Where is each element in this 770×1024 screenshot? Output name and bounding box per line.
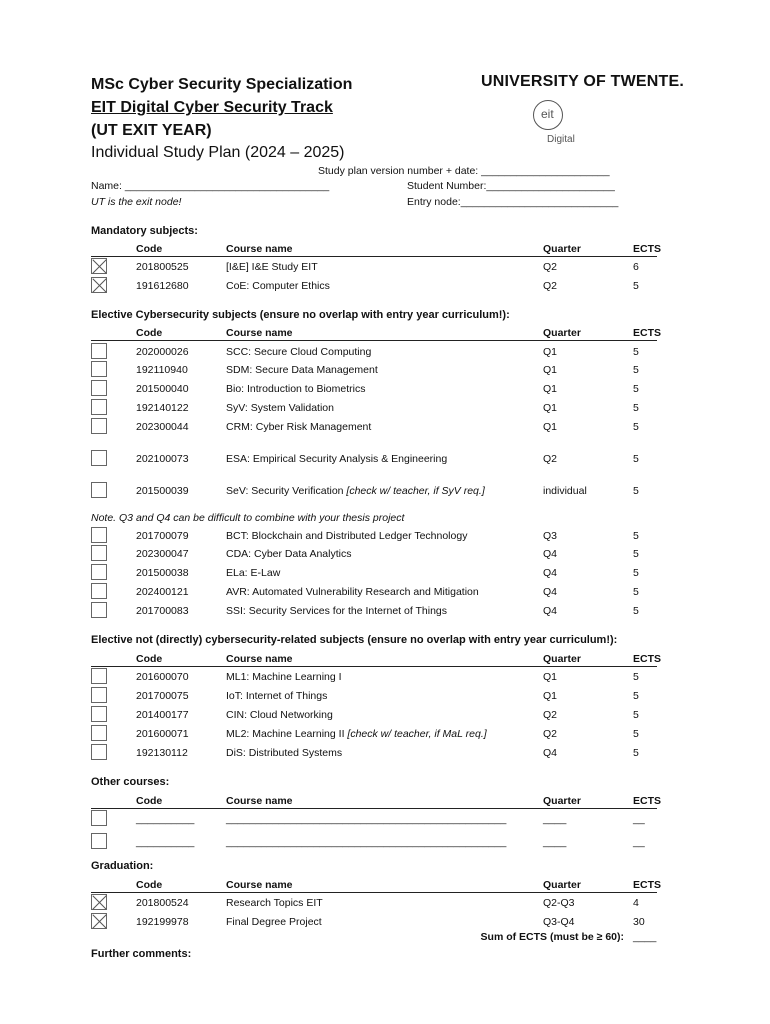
course-name-text: SDM: Secure Data Management — [226, 364, 378, 376]
course-checkbox[interactable] — [91, 687, 107, 703]
course-name — [226, 605, 447, 617]
course-checkbox[interactable] — [91, 527, 107, 543]
title-exit-year: (UT EXIT YEAR) — [91, 122, 212, 139]
course-name — [226, 690, 327, 702]
course-code: __________ — [136, 813, 195, 825]
eit-digital-label: Digital — [547, 134, 575, 145]
course-ects: 30 — [633, 916, 645, 928]
course-code: 201600070 — [136, 671, 189, 683]
course-name-text: ML2: Machine Learning II — [226, 728, 348, 740]
course-code: __________ — [136, 836, 195, 848]
col-header-course: Course name — [226, 795, 293, 807]
course-quarter: Q4 — [543, 605, 558, 617]
section-title-elective-other: Elective not (directly) cybersecurity-related subjects (ensure no overlap with entry year curriculum!): — [91, 634, 618, 646]
course-name-text: SyV: System Validation — [226, 402, 334, 414]
course-name-text: CIN: Cloud Networking — [226, 709, 333, 721]
course-checkbox[interactable] — [91, 277, 107, 293]
col-header-ects: ECTS — [633, 327, 662, 339]
col-header-code: Code — [136, 653, 163, 665]
col-header-code: Code — [136, 327, 163, 339]
course-ects: 5 — [633, 548, 639, 560]
course-name — [226, 402, 334, 414]
course-name — [226, 453, 447, 465]
course-name-text: [I&E] I&E Study EIT — [226, 261, 318, 273]
course-name-text: SeV: Security Verification — [226, 485, 347, 497]
course-checkbox[interactable] — [91, 602, 107, 618]
course-checkbox[interactable] — [91, 545, 107, 561]
course-quarter: individual — [543, 485, 587, 497]
course-name — [226, 280, 330, 292]
course-code: 201500038 — [136, 567, 189, 579]
entry-node-field[interactable]: Entry node:___________________________ — [407, 196, 619, 208]
course-code: 201400177 — [136, 709, 189, 721]
version-field[interactable]: Study plan version number + date: ______________________ — [318, 165, 610, 177]
course-quarter: Q1 — [543, 402, 558, 414]
course-ects: 5 — [633, 747, 639, 759]
title-specialization: MSc Cyber Security Specialization — [91, 76, 353, 93]
course-quarter: Q1 — [543, 690, 558, 702]
course-checkbox[interactable] — [91, 913, 107, 929]
course-quarter: Q4 — [543, 548, 558, 560]
course-name-text: Final Degree Project — [226, 916, 322, 928]
course-checkbox[interactable] — [91, 361, 107, 377]
course-ects: 5 — [633, 690, 639, 702]
course-name — [226, 897, 323, 909]
course-name-text: SSI: Security Services for the Internet of Things — [226, 605, 447, 617]
course-ects: 5 — [633, 671, 639, 683]
col-header-course: Course name — [226, 327, 293, 339]
course-name-text: Bio: Introduction to Biometrics — [226, 383, 366, 395]
course-checkbox[interactable] — [91, 744, 107, 760]
course-checkbox[interactable] — [91, 564, 107, 580]
course-quarter: Q2 — [543, 453, 558, 465]
course-name — [226, 586, 479, 598]
course-name — [226, 709, 333, 721]
header-divider — [91, 892, 657, 893]
course-quarter: Q2 — [543, 709, 558, 721]
col-header-quarter: Quarter — [543, 879, 581, 891]
course-name-text: Research Topics EIT — [226, 897, 323, 909]
course-name-text: CoE: Computer Ethics — [226, 280, 330, 292]
course-name — [226, 261, 318, 273]
course-ects: __ — [633, 836, 645, 848]
course-quarter: Q1 — [543, 421, 558, 433]
course-checkbox[interactable] — [91, 258, 107, 274]
course-code: 202100073 — [136, 453, 189, 465]
course-name — [226, 346, 371, 358]
course-quarter: Q4 — [543, 586, 558, 598]
course-ects: 5 — [633, 402, 639, 414]
course-code: 202400121 — [136, 586, 189, 598]
course-quarter: Q3 — [543, 530, 558, 542]
course-name-text: BCT: Blockchain and Distributed Ledger Technology — [226, 530, 468, 542]
header-divider — [91, 340, 657, 341]
col-header-code: Code — [136, 795, 163, 807]
title-track: EIT Digital Cyber Security Track — [91, 99, 333, 116]
course-quarter: Q1 — [543, 671, 558, 683]
course-code: 202300047 — [136, 548, 189, 560]
course-code: 192110940 — [136, 364, 188, 376]
col-header-course: Course name — [226, 879, 293, 891]
course-code: 191612680 — [136, 280, 189, 292]
course-name-text: DiS: Distributed Systems — [226, 747, 343, 759]
eit-logo-label: eit — [541, 107, 554, 121]
further-comments-label: Further comments: — [91, 948, 192, 960]
course-name — [226, 813, 506, 825]
header-divider — [91, 666, 657, 667]
course-checkbox[interactable] — [91, 418, 107, 434]
course-ects: 5 — [633, 728, 639, 740]
header-divider — [91, 256, 657, 257]
col-header-course: Course name — [226, 653, 293, 665]
course-name — [226, 530, 467, 542]
col-header-quarter: Quarter — [543, 327, 581, 339]
course-code: 201500039 — [136, 485, 189, 497]
course-checkbox[interactable] — [91, 583, 107, 599]
course-name — [226, 747, 342, 759]
course-name-text: CRM: Cyber Risk Management — [226, 421, 372, 433]
course-quarter: Q4 — [543, 747, 558, 759]
course-ects: 5 — [633, 485, 639, 497]
course-ects: 6 — [633, 261, 639, 273]
col-header-course: Course name — [226, 243, 293, 255]
course-checkbox[interactable] — [91, 833, 107, 849]
course-name — [226, 671, 342, 683]
course-checkbox[interactable] — [91, 343, 107, 359]
col-header-code: Code — [136, 243, 163, 255]
course-checkbox[interactable] — [91, 810, 107, 826]
course-code: 192199978 — [136, 916, 189, 928]
course-quarter: Q1 — [543, 383, 558, 395]
course-name — [226, 836, 506, 848]
header-divider — [91, 808, 657, 809]
course-name — [226, 383, 365, 395]
course-name-note: [check w/ teacher, if SyV req.] — [346, 485, 485, 497]
course-name-text: ELa: E-Law — [226, 567, 281, 579]
section-title-mandatory: Mandatory subjects: — [91, 225, 198, 237]
section-title-other: Other courses: — [91, 776, 170, 788]
course-checkbox[interactable] — [91, 482, 107, 498]
course-checkbox[interactable] — [91, 725, 107, 741]
course-ects: 5 — [633, 280, 639, 292]
thesis-note: Note. Q3 and Q4 can be difficult to combine with your thesis project — [91, 512, 405, 524]
course-ects: 5 — [633, 605, 639, 617]
course-name — [226, 916, 322, 928]
course-name-text: ________________________________________________ — [226, 836, 507, 848]
course-ects: 5 — [633, 453, 639, 465]
course-checkbox[interactable] — [91, 706, 107, 722]
course-code: 201800525 — [136, 261, 189, 273]
sum-ects-value[interactable]: ____ — [633, 931, 657, 943]
course-ects: 5 — [633, 709, 639, 721]
section-title-graduation: Graduation: — [91, 860, 154, 872]
course-ects: 4 — [633, 897, 639, 909]
course-ects: 5 — [633, 421, 639, 433]
course-name — [226, 364, 378, 376]
course-ects: 5 — [633, 383, 639, 395]
course-quarter: Q3-Q4 — [543, 916, 575, 928]
course-quarter: Q2 — [543, 728, 558, 740]
course-checkbox[interactable] — [91, 380, 107, 396]
col-header-code: Code — [136, 879, 163, 891]
title-study-plan: Individual Study Plan (2024 – 2025) — [91, 144, 345, 161]
course-name — [226, 421, 371, 433]
course-name-text: ML1: Machine Learning I — [226, 671, 342, 683]
exit-node-note: UT is the exit node! — [91, 196, 182, 208]
course-code: 202000026 — [136, 346, 189, 358]
course-code: 192130112 — [136, 747, 188, 759]
col-header-ects: ECTS — [633, 653, 662, 665]
course-ects: 5 — [633, 567, 639, 579]
course-code: 201700083 — [136, 605, 189, 617]
course-checkbox[interactable] — [91, 450, 107, 466]
course-name-text: AVR: Automated Vulnerability Research and Mitigation — [226, 586, 479, 598]
course-quarter: Q2 — [543, 261, 558, 273]
col-header-quarter: Quarter — [543, 243, 581, 255]
eit-logo-icon — [533, 100, 563, 130]
course-checkbox[interactable] — [91, 668, 107, 684]
course-checkbox[interactable] — [91, 399, 107, 415]
col-header-ects: ECTS — [633, 795, 662, 807]
course-name-note: [check w/ teacher, if MaL req.] — [347, 728, 487, 740]
col-header-quarter: Quarter — [543, 795, 581, 807]
col-header-quarter: Quarter — [543, 653, 581, 665]
course-quarter: ____ — [543, 813, 567, 825]
course-ects: 5 — [633, 530, 639, 542]
course-code: 201700075 — [136, 690, 189, 702]
course-code: 202300044 — [136, 421, 189, 433]
course-name — [226, 728, 487, 740]
col-header-ects: ECTS — [633, 879, 662, 891]
section-title-elective-cs: Elective Cybersecurity subjects (ensure no overlap with entry year curriculum!): — [91, 309, 510, 321]
course-name-text: SCC: Secure Cloud Computing — [226, 346, 372, 358]
col-header-ects: ECTS — [633, 243, 662, 255]
course-name — [226, 567, 280, 579]
course-ects: 5 — [633, 364, 639, 376]
course-name — [226, 485, 485, 497]
course-name-text: CDA: Cyber Data Analytics — [226, 548, 352, 560]
course-code: 192140122 — [136, 402, 189, 414]
course-name — [226, 548, 351, 560]
name-field[interactable]: Name: ___________________________________ — [91, 180, 330, 192]
course-quarter: Q1 — [543, 346, 558, 358]
course-name-text: ________________________________________________ — [226, 813, 507, 825]
course-ects: 5 — [633, 586, 639, 598]
course-name-text: IoT: Internet of Things — [226, 690, 328, 702]
student-number-field[interactable]: Student Number:______________________ — [407, 180, 615, 192]
course-code: 201600071 — [136, 728, 189, 740]
course-ects: 5 — [633, 346, 639, 358]
course-code: 201700079 — [136, 530, 189, 542]
course-quarter: ____ — [543, 836, 567, 848]
course-checkbox[interactable] — [91, 894, 107, 910]
university-logo-text: UNIVERSITY OF TWENTE. — [481, 73, 685, 90]
course-quarter: Q2-Q3 — [543, 897, 575, 909]
course-quarter: Q4 — [543, 567, 558, 579]
course-quarter: Q2 — [543, 280, 558, 292]
course-code: 201800524 — [136, 897, 189, 909]
course-quarter: Q1 — [543, 364, 558, 376]
course-ects: __ — [633, 813, 645, 825]
course-code: 201500040 — [136, 383, 189, 395]
sum-ects-label: Sum of ECTS (must be ≥ 60): — [480, 931, 624, 943]
course-name-text: ESA: Empirical Security Analysis & Engineering — [226, 453, 448, 465]
